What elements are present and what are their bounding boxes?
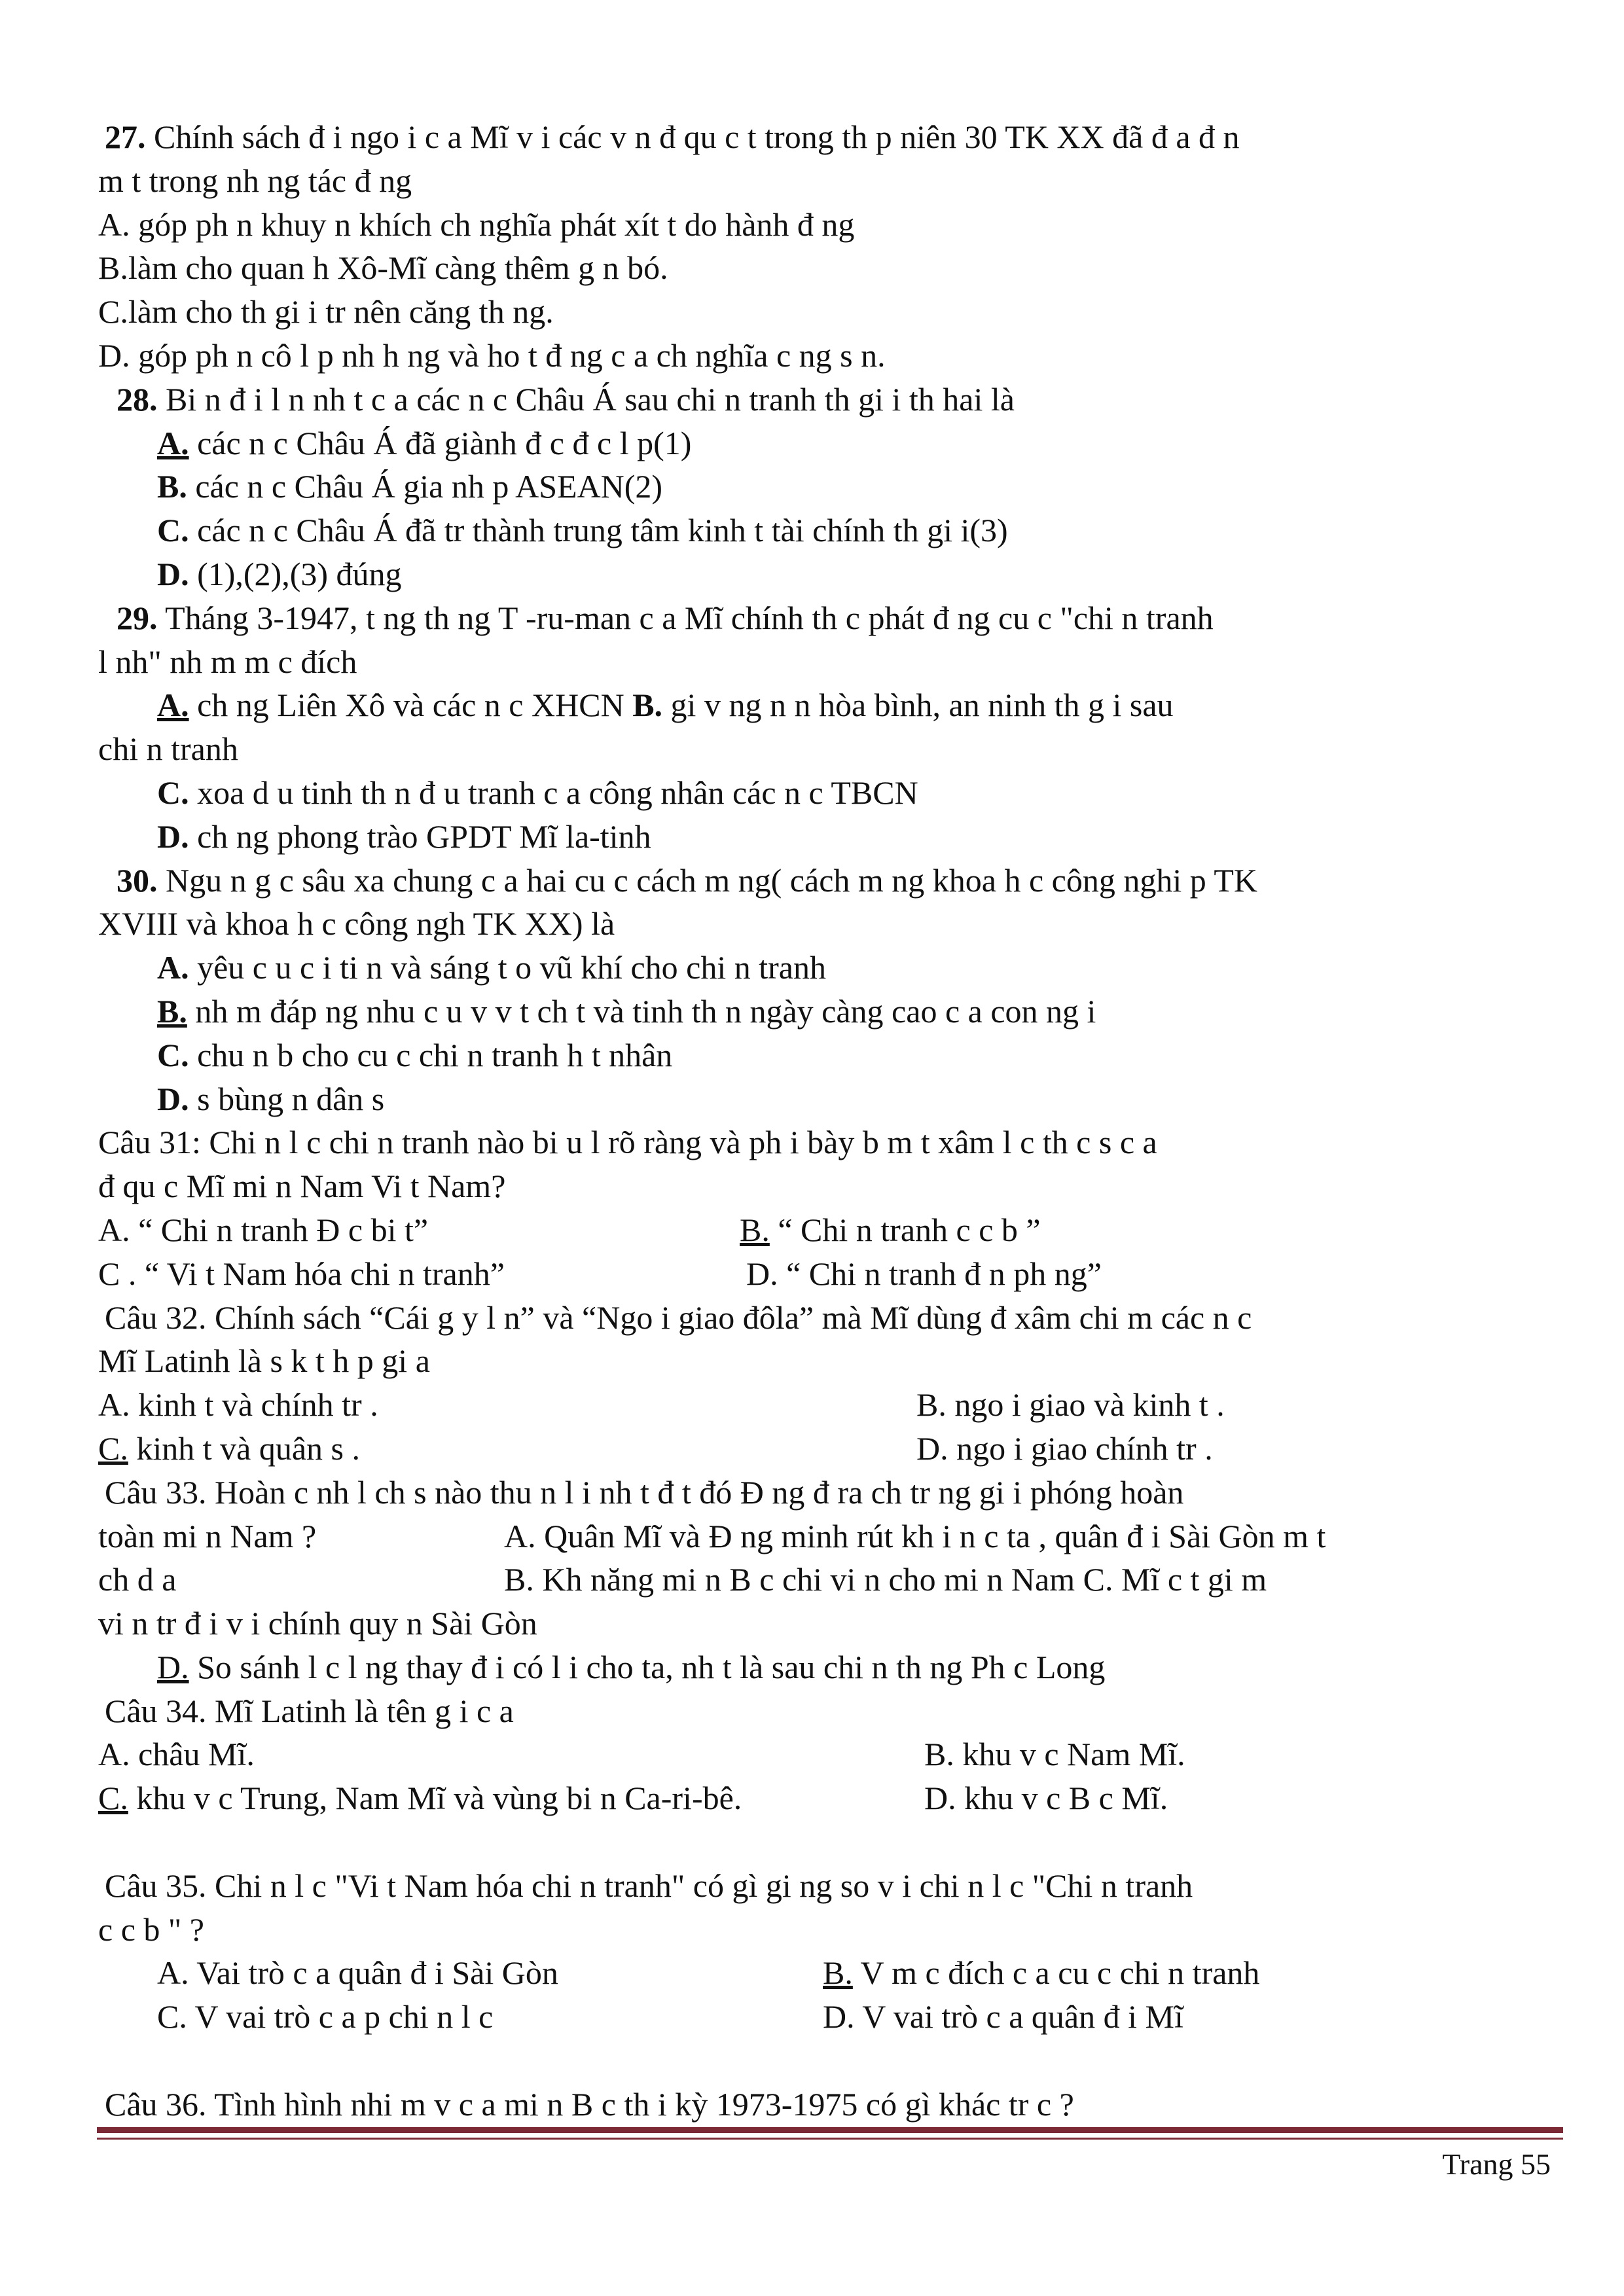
- q29-line2: l nh" nh m m c đích: [98, 643, 357, 680]
- q31-option-d: D. “ Chi n tranh đ n ph ng”: [746, 1255, 1102, 1292]
- q32-option-c: [98, 1427, 916, 1471]
- q34-options-ab: [98, 1732, 1558, 1776]
- q28-option-a: [98, 422, 1558, 465]
- q33-line3: [98, 1558, 1558, 1602]
- q33-option-a-cont: ch d a: [98, 1561, 177, 1598]
- q29-option-c-text: xoa d u tinh th n đ u tranh c a công nhân các n c TBCN: [189, 774, 918, 811]
- q35-option-b: [823, 1951, 1259, 1995]
- q28-option-d-key: D.: [157, 555, 189, 592]
- q30-option-c: [98, 1033, 1558, 1077]
- spacer: [98, 2039, 1558, 2083]
- q35-options-cd: [98, 1995, 1558, 2039]
- q29-option-b-cont: chi n tranh: [98, 730, 238, 768]
- q30-option-a: [98, 946, 1558, 990]
- q28-option-d: [98, 552, 1558, 596]
- q34-option-d: D. khu v c B c Mĩ.: [924, 1780, 1168, 1817]
- q27-option-b: B.làm cho quan h Xô-Mĩ càng thêm g n bó.: [98, 249, 668, 287]
- q30-option-d-text: s bùng n dân s: [189, 1080, 385, 1117]
- q29-option-b-text: gi v ng n n hòa bình, an ninh th g i sau: [662, 687, 1174, 724]
- q35-option-c: C. V vai trò c a p chi n l c: [157, 1998, 494, 2036]
- spacer: [98, 1820, 1558, 1864]
- q33-answer-key: D.: [157, 1648, 189, 1685]
- q29-option-c-key: C.: [157, 774, 189, 811]
- q34-options-cd: [98, 1776, 1558, 1820]
- q32-answer-key: C.: [98, 1429, 128, 1467]
- q29-line1: [98, 596, 1558, 640]
- q34-option-b: B. khu v c Nam Mĩ.: [924, 1736, 1185, 1773]
- q27-number: 27.: [105, 118, 146, 155]
- q30-option-d-key: D.: [157, 1080, 189, 1117]
- q28-option-b: [98, 465, 1558, 509]
- q29-option-d-text: ch ng phong trào GPDT Mĩ la-tinh: [189, 817, 651, 855]
- q32-option-c-text: kinh t và quân s .: [128, 1429, 360, 1467]
- q31-line1: Câu 31: Chi n l c chi n tranh nào bi u l rõ ràng và ph i bày b m t xâm l c th c s c a: [98, 1124, 1157, 1161]
- q30-option-c-key: C.: [157, 1036, 189, 1073]
- q30-option-c-text: chu n b cho cu c chi n tranh h t nhân: [189, 1036, 673, 1073]
- q30-line2: XVIII và khoa h c công ngh TK XX) là: [98, 905, 615, 942]
- q30-line1: [98, 859, 1558, 903]
- q35-line1: Câu 35. Chi n l c "Vi t Nam hóa chi n tranh" có gì gi ng so v i chi n l c "Chi n tranh: [105, 1867, 1193, 1904]
- q29-option-c: [98, 771, 1558, 815]
- q27-option-c: C.làm cho th gi i tr nên căng th ng.: [98, 293, 554, 331]
- q28-stem: [98, 378, 1558, 422]
- q28-option-b-text: các n c Châu Á gia nh p ASEAN(2): [187, 468, 663, 505]
- q35-option-a: A. Vai trò c a quân đ i Sài Gòn: [157, 1954, 558, 1992]
- q33-line2: [98, 1515, 1558, 1558]
- q29-options-ab: [98, 683, 1558, 727]
- q35-answer-key: B.: [823, 1954, 853, 1992]
- q33-line4: vi n tr đ i v i chính quy n Sài Gòn: [98, 1605, 537, 1642]
- q27-text: Chính sách đ i ngo i c a Mĩ v i các v n đ qu c t trong th p niên 30 TK XX đã đ a đ n: [145, 118, 1240, 155]
- q29-answer-key: A.: [157, 687, 189, 724]
- q33-stem-end: toàn mi n Nam ?: [98, 1517, 317, 1554]
- q35-line2: c c b " ?: [98, 1910, 204, 1948]
- q32-option-d: D. ngo i giao chính tr .: [916, 1429, 1213, 1467]
- q30-option-b: [98, 990, 1558, 1033]
- q28-option-c-text: các n c Châu Á đã tr thành trung tâm kinh t tài chính th gi i(3): [189, 512, 1008, 549]
- q32-option-a: A. kinh t và chính tr .: [98, 1386, 378, 1424]
- q34-option-a: A. châu Mĩ.: [98, 1736, 255, 1773]
- q28-option-c-key: C.: [157, 512, 189, 549]
- q32-options-ab: [98, 1383, 1558, 1427]
- q29-option-a-text: ch ng Liên Xô và các n c XHCN: [189, 687, 633, 724]
- q29-number: 29.: [117, 599, 158, 636]
- footer-rule-thick: [97, 2127, 1563, 2133]
- q27-line2: m t trong nh ng tác đ ng: [98, 162, 412, 199]
- q35-option-b-text: V m c đích c a cu c chi n tranh: [852, 1954, 1260, 1992]
- q28-option-d-text: (1),(2),(3) đúng: [189, 555, 402, 592]
- q34-option-c-text: khu v c Trung, Nam Mĩ và vùng bi n Ca-ri-bê.: [128, 1780, 742, 1817]
- q33-option-a: A. Quân Mĩ và Đ ng minh rút kh i n c ta , quân đ i Sài Gòn m t: [504, 1517, 1326, 1554]
- q29-option-d-key: D.: [157, 817, 189, 855]
- q30-text: Ngu n g c sâu xa chung c a hai cu c cách m ng( cách m ng khoa h c công nghi p TK: [157, 861, 1257, 899]
- q29-text: Tháng 3-1947, t ng th ng T -ru-man c a Mĩ chính th c phát đ ng cu c "chi n tranh: [157, 599, 1214, 636]
- q31-option-b-text: “ Chi n tranh c c b ”: [769, 1211, 1041, 1248]
- q35-options-ab: [98, 1951, 1558, 1995]
- q31-options-ab: [98, 1208, 1558, 1252]
- q30-option-d: [98, 1077, 1558, 1121]
- q28-number: 28.: [117, 380, 158, 418]
- q30-number: 30.: [117, 861, 158, 899]
- q28-option-a-text: các n c Châu Á đã giành đ c đ c l p(1): [189, 424, 692, 461]
- q32-line1: Câu 32. Chính sách “Cái g y l n” và “Ngo i giao đôla” mà Mĩ dùng đ xâm chi m các n c: [105, 1299, 1252, 1336]
- q29-option-b-key: B.: [632, 687, 663, 724]
- q27-option-d: D. góp ph n cô l p nh h ng và ho t đ ng c a ch nghĩa c ng s n.: [98, 336, 886, 374]
- q31-answer-key: B.: [740, 1211, 770, 1248]
- q31-option-b: [740, 1208, 1041, 1252]
- q30-option-b-text: nh m đáp ng nhu c u v v t ch t và tinh th n ngày càng cao c a con ng i: [187, 992, 1096, 1030]
- q28-text: Bi n đ i l n nh t c a các n c Châu Á sau chi n tranh th gi i th hai là: [157, 380, 1015, 418]
- q34-answer-key: C.: [98, 1780, 128, 1817]
- page-number: Trang 55: [1442, 2147, 1551, 2181]
- q30-option-a-key: A.: [157, 949, 189, 986]
- q31-line2: đ qu c Mĩ mi n Nam Vi t Nam?: [98, 1168, 506, 1205]
- q31-options-cd: [98, 1252, 1558, 1296]
- document-body: [98, 115, 1558, 2126]
- q28-option-b-key: B.: [157, 468, 187, 505]
- q33-options-bc: B. Kh năng mi n B c chi vi n cho mi n Nam C. Mĩ c t gi m: [504, 1561, 1267, 1598]
- q28-answer-key: A.: [157, 424, 189, 461]
- q27-option-a: A. góp ph n khuy n khích ch nghĩa phát xít t do hành đ ng: [98, 206, 855, 243]
- q34-line1: Câu 34. Mĩ Latinh là tên g i c a: [105, 1692, 514, 1729]
- q32-option-b: B. ngo i giao và kinh t .: [916, 1386, 1225, 1424]
- q31-option-c: C . “ Vi t Nam hóa chi n tranh”: [98, 1255, 505, 1292]
- q34-option-c: [98, 1776, 924, 1820]
- q32-line2: Mĩ Latinh là s k t h p gi a: [98, 1342, 430, 1380]
- q30-option-a-text: yêu c u c i ti n và sáng t o vũ khí cho chi n tranh: [189, 949, 826, 986]
- q33-line1: Câu 33. Hoàn c nh l ch s nào thu n l i nh t đ t đó Đ ng đ ra ch tr ng gi i phóng hoàn: [105, 1473, 1184, 1511]
- q30-answer-key: B.: [157, 992, 187, 1030]
- q28-option-c: [98, 509, 1558, 552]
- q33-option-d-text: So sánh l c l ng thay đ i có l i cho ta, nh t là sau chi n th ng Ph c Long: [189, 1648, 1106, 1685]
- q29-option-d: [98, 815, 1558, 859]
- q31-option-a: A. “ Chi n tranh Đ c bi t”: [98, 1211, 429, 1248]
- q32-options-cd: [98, 1427, 1558, 1471]
- q27-line1: [98, 115, 1558, 159]
- footer-rule-thin: [97, 2138, 1563, 2140]
- q36-line1: Câu 36. Tình hình nhi m v c a mi n B c th i kỳ 1973-1975 có gì khác tr c ?: [105, 2085, 1074, 2123]
- q33-option-d: [98, 1645, 1558, 1689]
- q35-option-d: D. V vai trò c a quân đ i Mĩ: [823, 1998, 1183, 2036]
